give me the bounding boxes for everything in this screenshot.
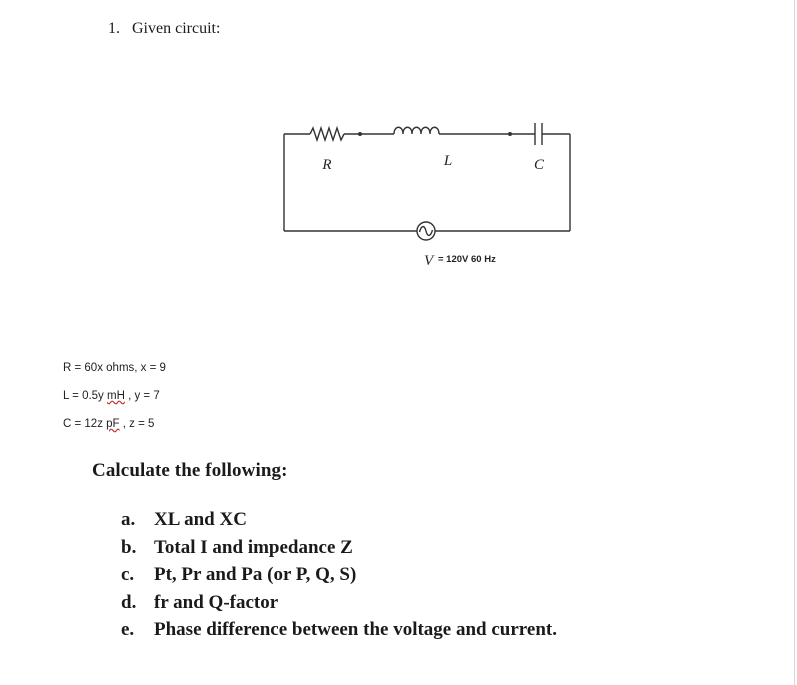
ac-source-icon (417, 222, 435, 240)
question-title: Given circuit: (132, 20, 221, 37)
task-text: XL and XC (154, 509, 247, 530)
calculate-heading: Calculate the following: (92, 460, 288, 481)
given-l (63, 390, 160, 402)
task-letter: e. (121, 619, 135, 640)
given-c-post: , z = 5 (119, 418, 155, 430)
page-edge-line (794, 0, 795, 685)
capacitor-icon (535, 123, 542, 145)
list-item (121, 534, 557, 562)
label-v: V (424, 253, 434, 269)
source-value: = 120V 60 Hz (438, 254, 496, 265)
list-item (121, 506, 557, 534)
given-c-pre: C = 12z (63, 418, 107, 430)
given-c-unit: pF (106, 418, 120, 430)
task-letter: c. (121, 564, 135, 585)
task-text: Pt, Pr and Pa (or P, Q, S) (154, 564, 357, 585)
list-item (121, 589, 557, 617)
given-l-pre: L = 0.5y (63, 390, 108, 402)
given-l-post: , y = 7 (124, 390, 160, 402)
question-heading (108, 20, 220, 38)
circuit-diagram (270, 118, 580, 273)
list-item (121, 616, 557, 644)
given-r-text: R = 60x ohms, x = 9 (63, 362, 166, 374)
label-c: C (533, 157, 545, 173)
inductor-icon (394, 127, 439, 134)
resistor-icon (310, 128, 344, 140)
given-l-unit: mH (107, 390, 125, 402)
task-text: Phase difference between the voltage and current. (154, 619, 557, 640)
given-c (63, 418, 154, 430)
task-text: Total I and impedance Z (154, 536, 353, 558)
question-number: 1. (108, 20, 120, 37)
junction-dot (508, 132, 512, 136)
label-l: L (443, 153, 453, 169)
task-letter: a. (121, 509, 136, 530)
label-r: R (322, 157, 332, 173)
junction-dot (358, 132, 362, 136)
given-r (63, 362, 166, 374)
task-text: fr and Q-factor (154, 591, 279, 613)
list-item (121, 561, 557, 589)
task-letter: d. (121, 591, 137, 613)
task-list (121, 506, 557, 644)
task-letter: b. (121, 536, 137, 558)
